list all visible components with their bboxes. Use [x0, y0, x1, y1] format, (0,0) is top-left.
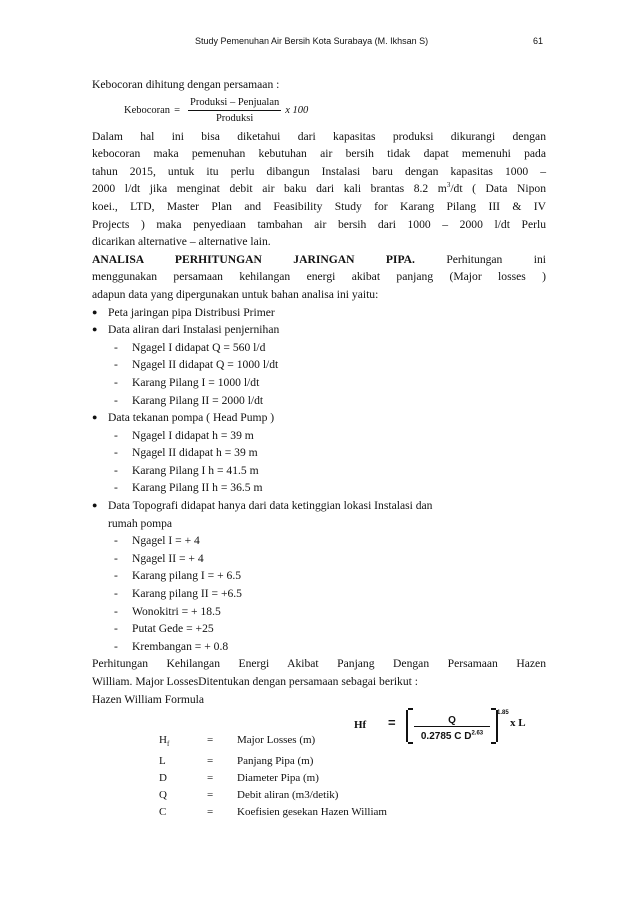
sub-item: [92, 603, 546, 621]
sub-item-text: Ngagel II didapat h = 39 m: [132, 446, 258, 460]
list-item-text: Peta jaringan pipa Distribusi Primer: [108, 305, 275, 319]
page-number: 61: [533, 36, 544, 46]
variable-symbol: C: [159, 806, 167, 819]
list-item-text: Data aliran dari Instalasi penjernihan: [108, 323, 280, 337]
paragraph-line: Projects ) maka penyediaan tambahan air bersih dari 1000 – 2000 l/dt Perlu: [92, 217, 546, 231]
running-title: Study Pemenuhan Air Bersih Kota Surabaya (M. Ikhsan S): [195, 36, 429, 46]
paragraph-line: dicarikan alternative – alternative lain.: [92, 235, 271, 249]
variable-description: Major Losses (m): [237, 734, 316, 747]
variable-equals: =: [207, 806, 214, 819]
sub-item: [92, 638, 546, 656]
variable-symbol: D: [159, 772, 167, 785]
variable-equals: =: [207, 772, 214, 785]
paragraph-line: Perhitungan Kehilangan Energi Akibat Panjang Dengan Persamaan Hazen: [92, 657, 546, 671]
dash-icon: -: [114, 358, 118, 372]
sub-item: [92, 392, 546, 410]
dash-icon: -: [114, 622, 118, 636]
variable-equals: =: [207, 734, 214, 747]
sub-item: [92, 532, 546, 550]
sub-item: [92, 462, 546, 480]
sub-item: [92, 550, 546, 568]
dash-icon: -: [114, 551, 118, 565]
sub-item-text: Ngagel I = + 4: [132, 534, 200, 548]
bullet-icon: ●: [92, 500, 98, 511]
symbol-letter: H: [159, 734, 167, 747]
bullet-icon: ●: [92, 306, 98, 317]
list-item: [92, 497, 546, 532]
dash-icon: -: [114, 375, 118, 389]
superscript: 3: [446, 181, 451, 190]
variable-row: [159, 787, 387, 804]
sub-item-text: Ngagel I didapat h = 39 m: [132, 428, 254, 442]
variable-symbol: L: [159, 755, 166, 768]
sub-item-text: Putat Gede = +25: [132, 622, 214, 636]
fraction-bar: [414, 726, 490, 727]
variable-description: Koefisien gesekan Hazen William: [237, 806, 387, 819]
sub-item: [92, 479, 546, 497]
list-item: [92, 304, 546, 322]
variable-equals: =: [207, 789, 214, 802]
dash-icon: -: [114, 639, 118, 653]
paragraph-line: kebocoran maka pemenuhan kebutuhan air bersih tidak dapat memenuhi pada: [92, 147, 546, 161]
paragraph-line: koei., LTD, Master Plan and Feasibility Study for Karang Pilang III & IV: [92, 199, 546, 213]
paragraph-line: tahun 2015, untuk itu perlu dibangun Instalasi baru dengan kapasitas 1000 –: [92, 164, 546, 178]
paragraph-line: [92, 180, 546, 198]
dash-icon: -: [114, 534, 118, 548]
paragraph-analysis: [92, 251, 546, 304]
sub-item: [92, 567, 546, 585]
sub-item-text: Ngagel I didapat Q = 560 l/d: [132, 340, 266, 354]
list-item: [92, 321, 546, 339]
sub-item-text: Ngagel II = + 4: [132, 551, 204, 565]
formula-lhs: Hf: [354, 719, 367, 732]
dash-icon: -: [114, 569, 118, 583]
denominator-text: 0.2785 C D: [420, 731, 472, 743]
section-heading: ANALISA PERHITUNGAN JARINGAN PIPA.: [92, 252, 415, 266]
formula-bracket: [406, 710, 498, 742]
intro-text: Kebocoran dihitung dengan persamaan :: [92, 78, 280, 91]
sub-item-text: Karang Pilang II = 2000 l/dt: [132, 393, 264, 407]
dash-icon: -: [114, 340, 118, 354]
sub-item-text: Ngagel II didapat Q = 1000 l/dt: [132, 358, 279, 372]
paragraph-segment: /dt ( Data Nipon: [450, 182, 546, 196]
leak-formula-multiplier: x 100: [285, 104, 309, 116]
variable-description: Diameter Pipa (m): [237, 772, 319, 785]
variable-row: [159, 804, 387, 821]
variable-definitions: [159, 732, 387, 821]
list-item-text: [108, 497, 432, 532]
paragraph-line: William. Major LossesDitentukan dengan persamaan sebagai berikut :: [92, 675, 418, 688]
variable-row: [159, 770, 387, 787]
list-item-line: rumah pompa: [108, 516, 173, 530]
bullet-icon: ●: [92, 324, 98, 335]
bullet-icon: ●: [92, 412, 98, 423]
denominator-exponent: 2.63: [471, 730, 484, 737]
sub-item-text: Karang Pilang I h = 41.5 m: [132, 463, 259, 477]
paragraph-segment: Perhitungan ini: [414, 252, 546, 266]
sub-item: [92, 356, 546, 374]
variable-row: [159, 732, 387, 753]
paragraph-line: adapun data yang dipergunakan untuk bahan analisa ini yaitu:: [92, 287, 379, 301]
paragraph-segment: 2000 l/dt jika menginat debit air baku dari kali brantas 8.2 m: [92, 182, 447, 196]
leak-formula: [124, 94, 546, 128]
formula-numerator: Q: [448, 715, 456, 727]
paragraph-capacity: [92, 128, 546, 251]
dash-icon: -: [114, 428, 118, 442]
dash-icon: -: [114, 393, 118, 407]
sub-item: [92, 620, 546, 638]
variable-equals: =: [207, 755, 214, 768]
variable-description: Debit aliran (m3/detik): [237, 789, 339, 802]
sub-item-text: Karang pilang II = +6.5: [132, 587, 242, 601]
list-item-text: Data tekanan pompa ( Head Pump ): [108, 411, 275, 425]
list-item: [92, 409, 546, 427]
paragraph-line: [92, 251, 546, 269]
list-item-line: Data Topografi didapat hanya dari data ketinggian lokasi Instalasi dan: [108, 499, 433, 513]
dash-icon: -: [114, 604, 118, 618]
bullet-list: [92, 304, 546, 656]
sub-item-text: Karang Pilang I = 1000 l/dt: [132, 375, 260, 389]
paragraph-line: Hazen William Formula: [92, 692, 205, 706]
sub-item: [92, 374, 546, 392]
leak-formula-fraction: [188, 96, 281, 126]
symbol-subscript: f: [166, 740, 170, 749]
variable-symbol: [159, 732, 207, 753]
hazen-william-block: [92, 708, 546, 819]
sub-item-text: Krembangan = + 0.8: [132, 639, 229, 653]
sub-item-text: Karang Pilang II h = 36.5 m: [132, 481, 263, 495]
dash-icon: -: [114, 587, 118, 601]
formula-tail: x L: [510, 717, 526, 730]
sub-item: [92, 444, 546, 462]
paragraph-line: Dalam hal ini bisa diketahui dari kapasitas produksi dikurangi dengan: [92, 129, 546, 143]
paragraph-line: menggunakan persamaan kehilangan energi akibat panjang (Major losses ): [92, 270, 546, 284]
page-content: [92, 76, 546, 819]
dash-icon: -: [114, 446, 118, 460]
leak-formula-equals: =: [174, 104, 180, 116]
formula-denominator: [408, 728, 496, 746]
formula-equals: =: [388, 715, 396, 731]
hazen-william-formula: [354, 708, 554, 762]
leak-formula-lhs: Kebocoran: [124, 104, 171, 116]
variable-symbol: Q: [159, 789, 167, 802]
sub-item: [92, 339, 546, 357]
sub-item: [92, 585, 546, 603]
paragraph-hazen: [92, 655, 546, 708]
leak-formula-numerator: Produksi – Penjualan: [188, 96, 281, 111]
variable-row: [159, 753, 387, 770]
formula-exponent: 1.85: [497, 710, 509, 717]
sub-item: [92, 427, 546, 445]
sub-item-text: Karang pilang I = + 6.5: [132, 569, 242, 583]
dash-icon: -: [114, 463, 118, 477]
variable-description: Panjang Pipa (m): [237, 755, 314, 768]
dash-icon: -: [114, 481, 118, 495]
leak-formula-denominator: Produksi: [215, 112, 254, 124]
sub-item-text: Wonokitri = + 18.5: [132, 604, 221, 618]
